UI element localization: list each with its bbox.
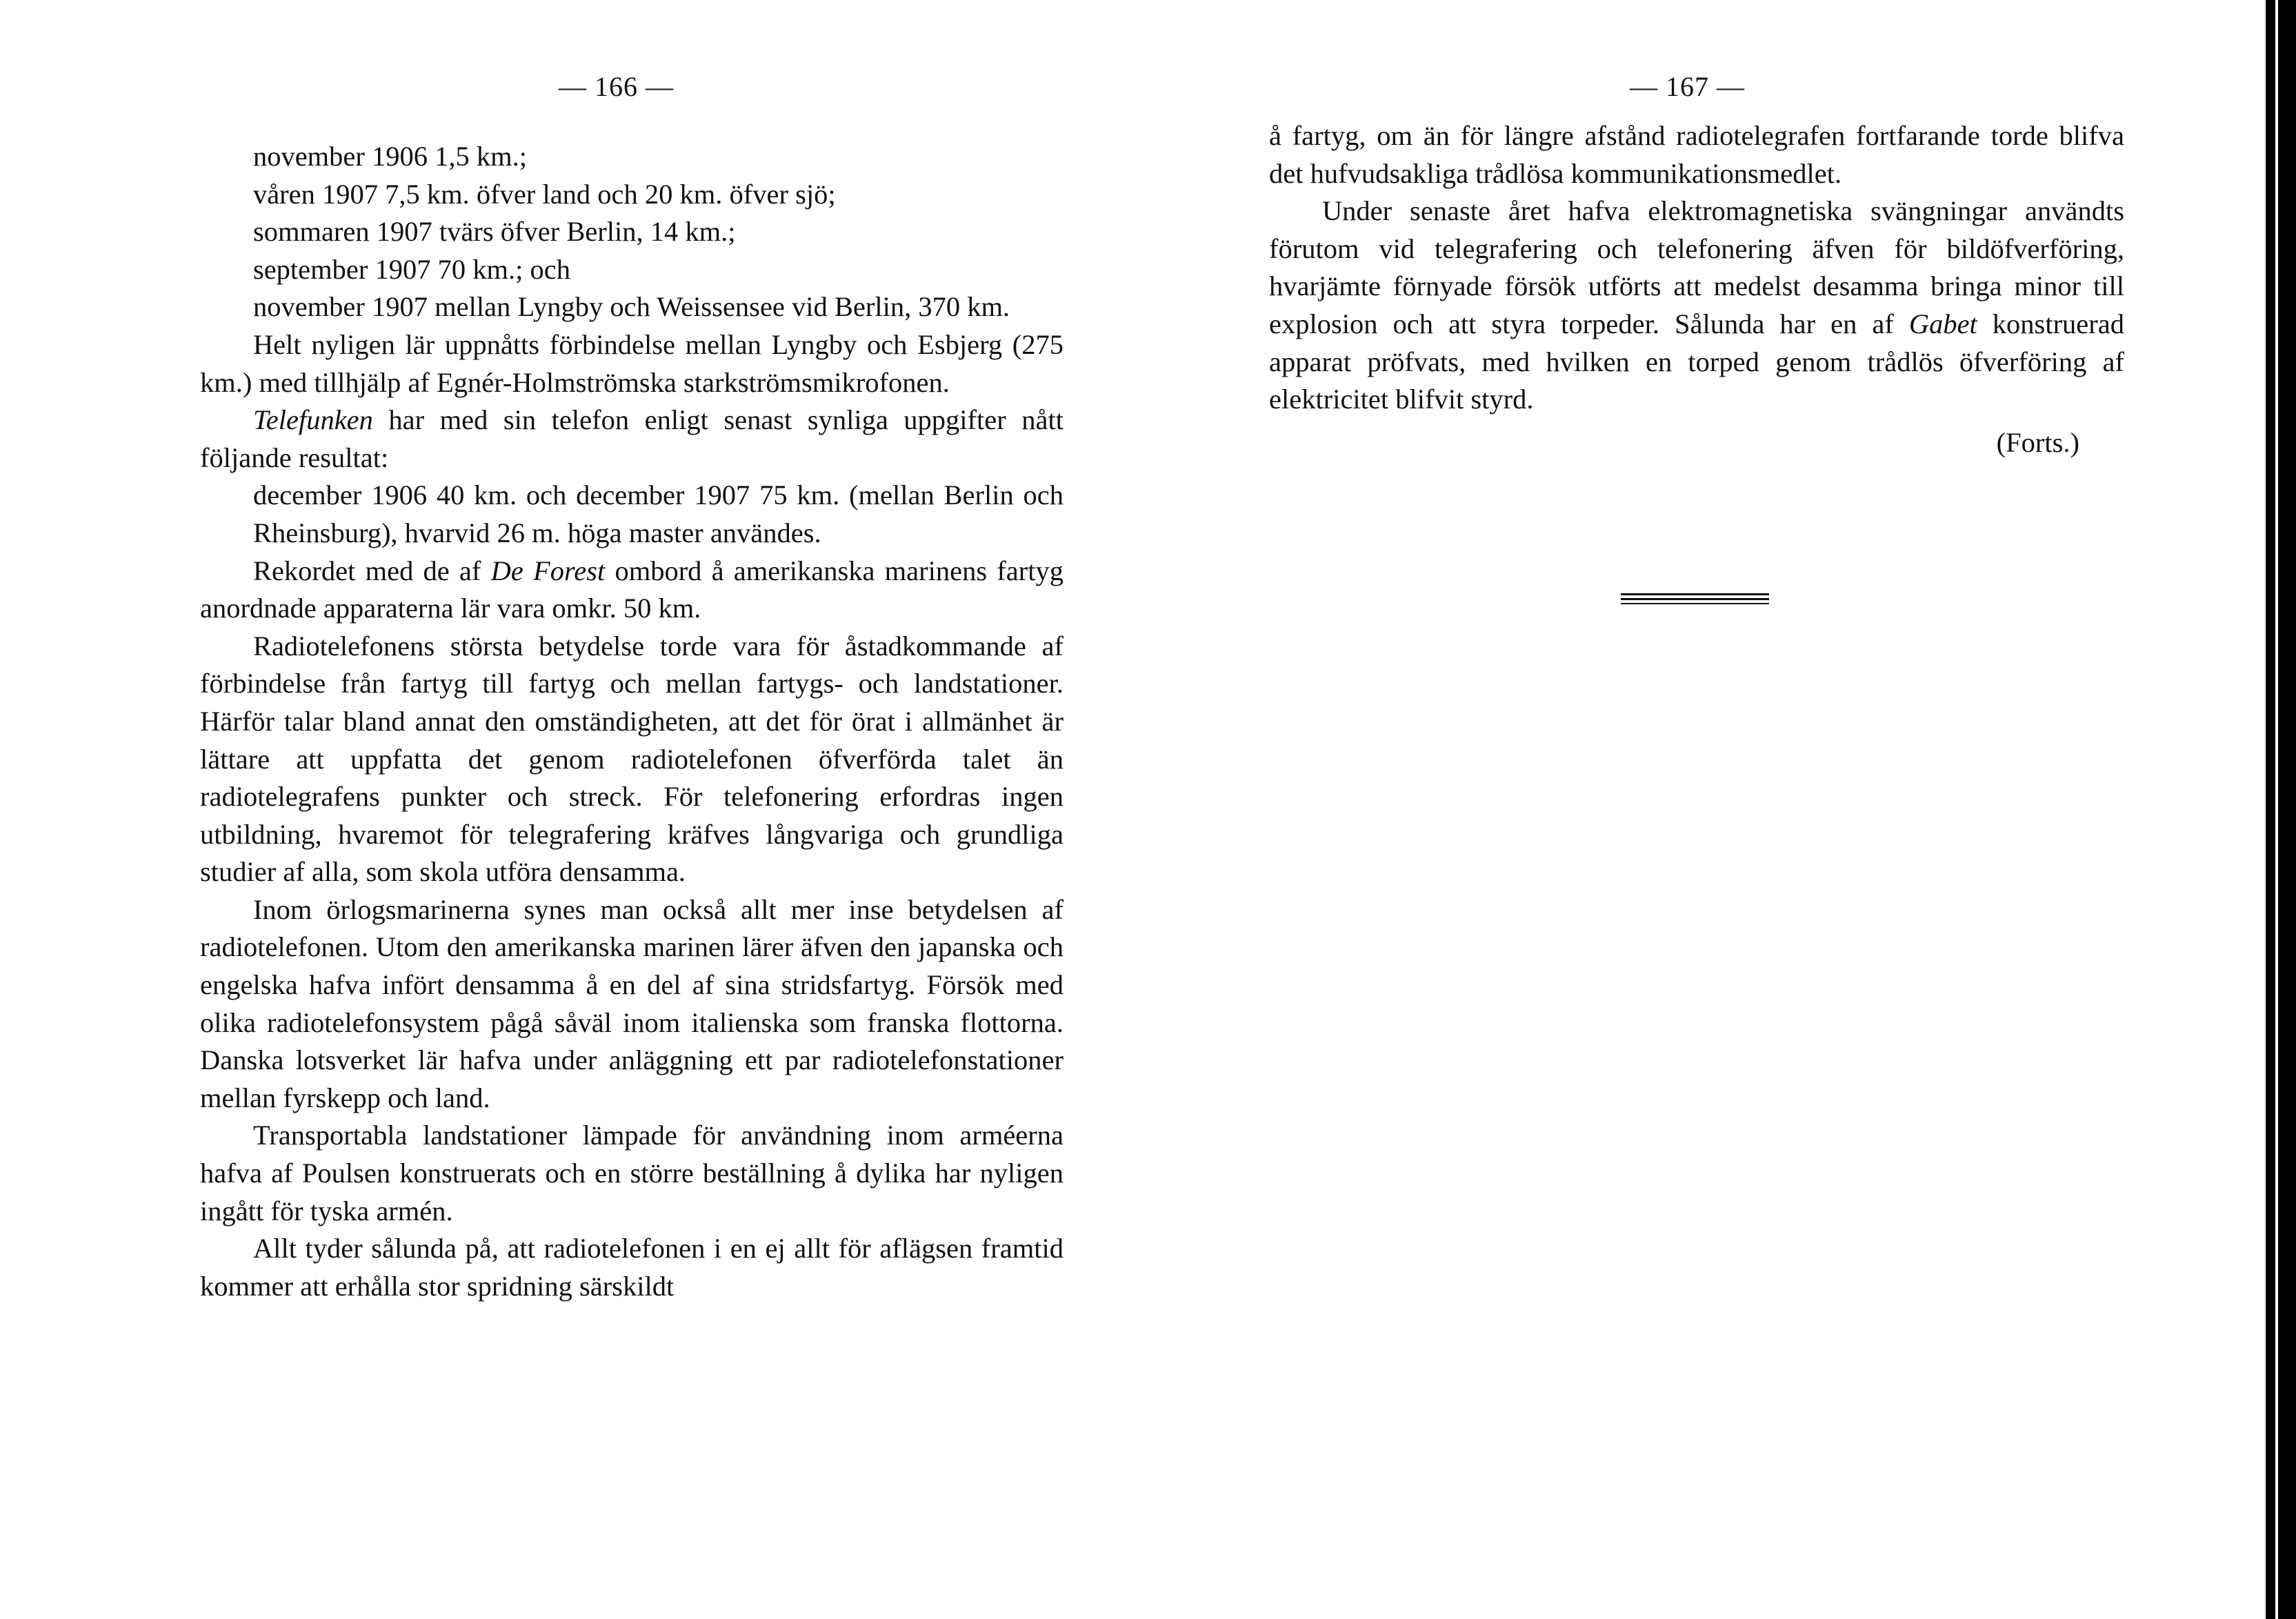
paragraph-text: konstruerad apparat pröfvats, med hvilken en torped genom trådlös öfverföring af elektricitet blifvit styrd. xyxy=(1269,308,2124,415)
right-page-text xyxy=(1269,117,2124,461)
italic-term: Gabet xyxy=(1908,308,1977,339)
paragraph-text: har med sin telefon enligt senast synliga uppgifter nått följande resultat: xyxy=(200,404,1064,473)
paragraph: Inom örlogsmarinerna synes man också allt mer inse betydelsen af radiotelefonen. Utom den amerikanska marinen lärer äfven den japanska och engelska hafva infört densamma å en del af sina stridsfartyg. Försök med olika radiotelefonsystem pågå såväl inom italienska som franska flottorna. Danska lotsverket lär hafva under anläggning ett par radiotelefonstationer mellan fyrskepp och land. xyxy=(200,893,1064,1113)
list-item: november 1907 mellan Lyngby och Weissensee vid Berlin, 370 km. xyxy=(252,291,1010,323)
scan-edge xyxy=(2266,0,2296,1619)
list-item: november 1906 1,5 km.; xyxy=(252,141,528,172)
list-item: december 1906 40 km. och december 1907 75 km. (mellan Berlin och Rheinsburg), hvarvid 26 m. höga master användes. xyxy=(252,479,1064,548)
continuation-note: (Forts.) xyxy=(1996,426,2079,458)
list-item: september 1907 70 km.; och xyxy=(252,253,570,285)
paragraph: Transportabla landstationer lämpade för användning inom arméerna hafva af Poulsen konstruerats och en större beställning å dylika har nyligen ingått för tyska armén. xyxy=(200,1120,1064,1226)
section-divider xyxy=(1621,598,1769,600)
paragraph-text: ombord å amerikanska marinens fartyg anordnade apparaterna lär vara omkr. 50 km. xyxy=(200,555,1064,624)
section-divider xyxy=(1621,603,1769,604)
section-divider xyxy=(1621,593,1769,595)
paragraph: Allt tyder sålunda på, att radiotelefonen i en ej allt för aflägsen framtid kommer att erhålla stor spridning särskildt xyxy=(200,1233,1064,1302)
paragraph-text: Under senaste året hafva elektromagnetiska svängningar användts förutom vid telegrafering och telefonering äfven för bildöfverföring, hvarjämte förnyade försök utförts att medelst desamma bringa minor till explosion och att styra torpeder. Sålunda har en af xyxy=(1269,195,2124,339)
scan-edge-line xyxy=(2275,0,2278,1619)
list-item: våren 1907 7,5 km. öfver land och 20 km. öfver sjö; xyxy=(252,178,836,210)
left-page-text xyxy=(200,138,1064,1305)
list-item: sommaren 1907 tvärs öfver Berlin, 14 km.; xyxy=(252,216,736,248)
paragraph-text: Rekordet med de af xyxy=(252,555,491,586)
page-number-right: — 167 — xyxy=(1630,71,1745,102)
paragraph: Helt nyligen lär uppnåtts förbindelse mellan Lyngby och Esbjerg (275 km.) med tillhjälp af Egnér-Holmströmska starkströmsmikrofonen. xyxy=(200,328,1064,398)
italic-term: Telefunken xyxy=(252,404,373,436)
paragraph xyxy=(200,553,1064,628)
paragraph: å fartyg, om än för längre afstånd radiotelegrafen fortfarande torde blifva det hufvudsakliga trådlösa kommunikationsmedlet. xyxy=(1269,120,2124,189)
paragraph xyxy=(200,401,1064,477)
italic-term: De Forest xyxy=(490,555,606,586)
page-number-left: — 166 — xyxy=(559,71,674,102)
paragraph: Radiotelefonens största betydelse torde vara för åstadkommande af förbindelse från fartyg till fartyg och mellan fartygs- och landstationer. Härför talar bland annat den omständigheten, att det för örat i allmänhet är lättare att uppfatta det genom radiotelefonen öfverförda talet än radiotelegrafens punkter och streck. För telefonering erfordras ingen utbildning, hvaremot för telegrafering kräfves långvariga och grundliga studier af alla, som skola utföra densamma. xyxy=(200,630,1064,888)
paragraph xyxy=(1269,192,2124,419)
